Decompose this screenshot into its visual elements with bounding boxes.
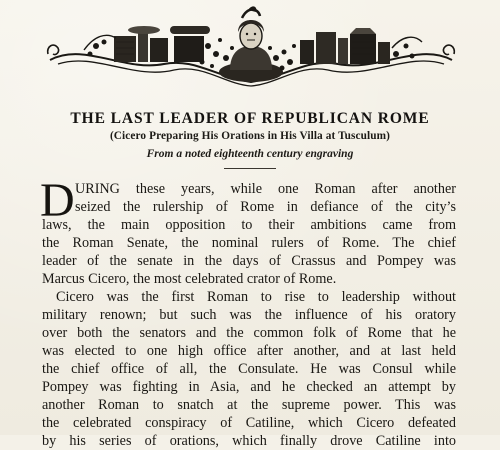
article-subtitle: (Cicero Preparing His Orations in His Villa at Tusculum) — [109, 130, 391, 142]
body-line: laws, the main opposition to their ambitions came from — [42, 217, 456, 233]
headpiece-engraving-icon — [44, 2, 458, 88]
divider-rule — [224, 168, 276, 169]
body-line: Pompey was fighting in Asia, and he checked an attempt by — [42, 379, 456, 395]
body-line: was elected to one high office after another, and at last held — [42, 343, 456, 359]
ornamental-headpiece — [44, 2, 458, 88]
body-line: by his series of orations, which finally drove Catiline into — [42, 433, 456, 449]
drop-cap: D — [40, 174, 75, 227]
body-line: the celebrated conspiracy of Catiline, which Cicero defeated — [42, 415, 456, 431]
body-line: over both the senators and the common folk of Rome that he — [42, 325, 456, 341]
body-line: Cicero was the first Roman to rise to leadership without — [56, 289, 456, 305]
body-line: Marcus Cicero, the most celebrated crator of Rome. — [42, 271, 337, 287]
image-source-caption: From a noted eighteenth century engraving — [146, 148, 354, 160]
body-line: URING these years, while one Roman after another — [75, 181, 456, 197]
body-line: the chief office of all, the Consulate. He was Consul while — [42, 361, 456, 377]
body-line: military renown; but such was the influence of his oratory — [42, 307, 456, 323]
body-line: seized the rulership of Rome in defiance of the city’s — [75, 199, 456, 215]
body-line: the Roman Senate, the nominal rulers of Rome. The chief — [42, 235, 456, 251]
body-line: another Roman to snatch at the supreme power. This was — [42, 397, 456, 413]
body-line: leader of the senate in the days of Crassus and Pompey was — [42, 253, 456, 269]
article-title: THE LAST LEADER OF REPUBLICAN ROME — [70, 110, 430, 127]
